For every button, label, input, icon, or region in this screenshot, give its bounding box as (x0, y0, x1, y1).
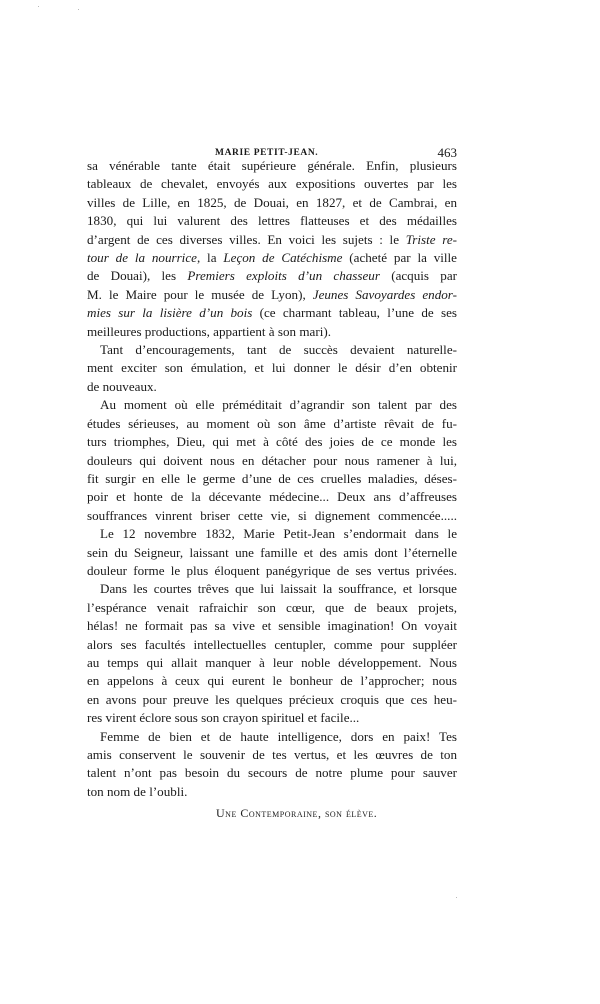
text-line (87, 617, 457, 635)
text-line (87, 728, 457, 746)
text-line (87, 691, 457, 709)
text-segment: fit surgir en elle le germe d’une de ces cruelles maladies, déses- (87, 470, 457, 486)
text-segment: alors ses facultés intellectuelles centupler, comme pour suppléer (87, 636, 457, 652)
text-line (87, 249, 457, 267)
text-segment: turs triomphes, Dieu, qui met à côté des joies de ce monde les (87, 434, 457, 450)
text-line (87, 525, 457, 543)
text-line (87, 452, 457, 470)
italic-title: Leçon de Catéchisme (223, 250, 343, 266)
text-line (87, 378, 457, 396)
text-line (87, 157, 457, 175)
text-segment: sein du Seigneur, laissant une famille et des amis dont l’éternelle (87, 544, 457, 560)
text-line (87, 415, 457, 433)
page-number: 463 (437, 145, 457, 160)
running-title: MARIE PETIT-JEAN. (215, 148, 319, 158)
body-text (87, 157, 457, 801)
text-segment: sa vénérable tante était supérieure générale. Enfin, plusieurs (87, 158, 457, 173)
text-segment: Tant d’encouragements, tant de succès devaient naturelle- (100, 342, 457, 358)
text-line (87, 746, 457, 764)
text-line (87, 231, 457, 249)
text-segment: Femme de bien et de haute intelligence, dors en paix! Tes (100, 728, 457, 744)
text-line (87, 488, 457, 506)
text-segment: douleur forme le plus éloquent panégyrique de ses vertus privées. (87, 562, 457, 578)
text-segment: de Douai), les (87, 268, 188, 284)
text-segment: Dans les courtes trêves que lui laissait la souffrance, et lorsque (100, 581, 457, 597)
text-segment: (ce charmant tableau, l’une de ses (252, 305, 457, 321)
text-segment: études sérieuses, au moment où son âme d’artiste rêvait de fu- (87, 415, 457, 431)
text-line (87, 433, 457, 451)
text-segment: de nouveaux. (87, 378, 157, 394)
paper-speck (38, 6, 39, 7)
text-segment: douleurs qui doivent nous en détacher pour nous ramener à lui, (87, 452, 457, 468)
text-segment: d’argent de ces diverses villes. En voici les sujets : le (87, 231, 406, 247)
text-segment: au temps qui allait manquer à leur noble développement. Nous (87, 654, 457, 670)
text-segment: souffrances vinrent briser cette vie, si dignement commencée..... (87, 507, 457, 523)
text-segment: tableaux de chevalet, envoyés aux expositions ouvertes par les (87, 176, 457, 192)
text-segment: M. le Maire pour le musée de Lyon), (87, 286, 313, 302)
text-line (87, 672, 457, 690)
text-line (87, 175, 457, 193)
text-line (87, 341, 457, 359)
text-segment: en appelons à ceux qui eurent le bonheur de l’approcher; nous (87, 673, 457, 689)
paper-speck (456, 897, 457, 898)
text-segment: hélas! ne formait pas sa vive et sensible imagination! On voyait (87, 618, 457, 634)
text-segment: l’espérance venait rafraichir son cœur, que de beaux projets, (87, 599, 457, 615)
text-line (87, 323, 457, 341)
text-segment: ton nom de l’oubli. (87, 783, 188, 799)
text-line (87, 764, 457, 782)
text-line (87, 507, 457, 525)
text-segment: meilleures productions, appartient à son mari). (87, 323, 331, 339)
text-segment: (acheté par la ville (342, 250, 457, 266)
text-line (87, 709, 457, 727)
italic-title: Premiers exploits d’un chasseur (187, 268, 380, 284)
text-line (87, 562, 457, 580)
text-line (87, 636, 457, 654)
text-segment: 1830, qui lui valurent des lettres flatteuses et des médailles (87, 213, 457, 229)
text-line (87, 194, 457, 212)
text-segment: (acquis par (379, 268, 457, 284)
text-line (87, 396, 457, 414)
text-line (87, 359, 457, 377)
text-segment: , la (196, 250, 224, 266)
italic-title: mies sur la lisière d’un bois (87, 305, 253, 321)
text-line (87, 599, 457, 617)
text-line (87, 544, 457, 562)
text-line (87, 654, 457, 672)
signature: Une Contemporaine, son élève. (216, 806, 378, 820)
text-line (87, 470, 457, 488)
text-line (87, 212, 457, 230)
text-segment: villes de Lille, en 1825, de Douai, en 1827, et de Cambrai, en (87, 194, 457, 210)
text-segment: res virent éclore sous son crayon spirituel et facile... (87, 710, 360, 726)
text-segment: en avons pour preuve les quelques précieux croquis que ces heu- (87, 691, 457, 707)
text-line (87, 783, 457, 801)
paper-speck (78, 9, 79, 10)
italic-title: tour de la nourrice (87, 250, 197, 266)
text-segment: Le 12 novembre 1832, Marie Petit-Jean s’endormait dans le (100, 526, 457, 542)
text-line (87, 267, 457, 285)
text-line (87, 304, 457, 322)
italic-title: Jeunes Savoyardes endor- (312, 286, 457, 302)
text-line (87, 580, 457, 598)
text-segment: talent n’ont pas besoin du secours de notre plume pour sauver (87, 765, 457, 781)
text-line (87, 286, 457, 304)
text-segment: poir et honte de la décevante médecine... Deux ans d’affreuses (87, 489, 457, 505)
text-segment: ment exciter son émulation, et lui donner le désir d’en obtenir (87, 360, 457, 376)
italic-title: Triste re- (405, 231, 457, 247)
text-segment: Au moment où elle préméditait d’agrandir son talent par des (100, 397, 457, 413)
text-segment: amis conservent le souvenir de tes vertus, et les œuvres de ton (87, 747, 457, 762)
